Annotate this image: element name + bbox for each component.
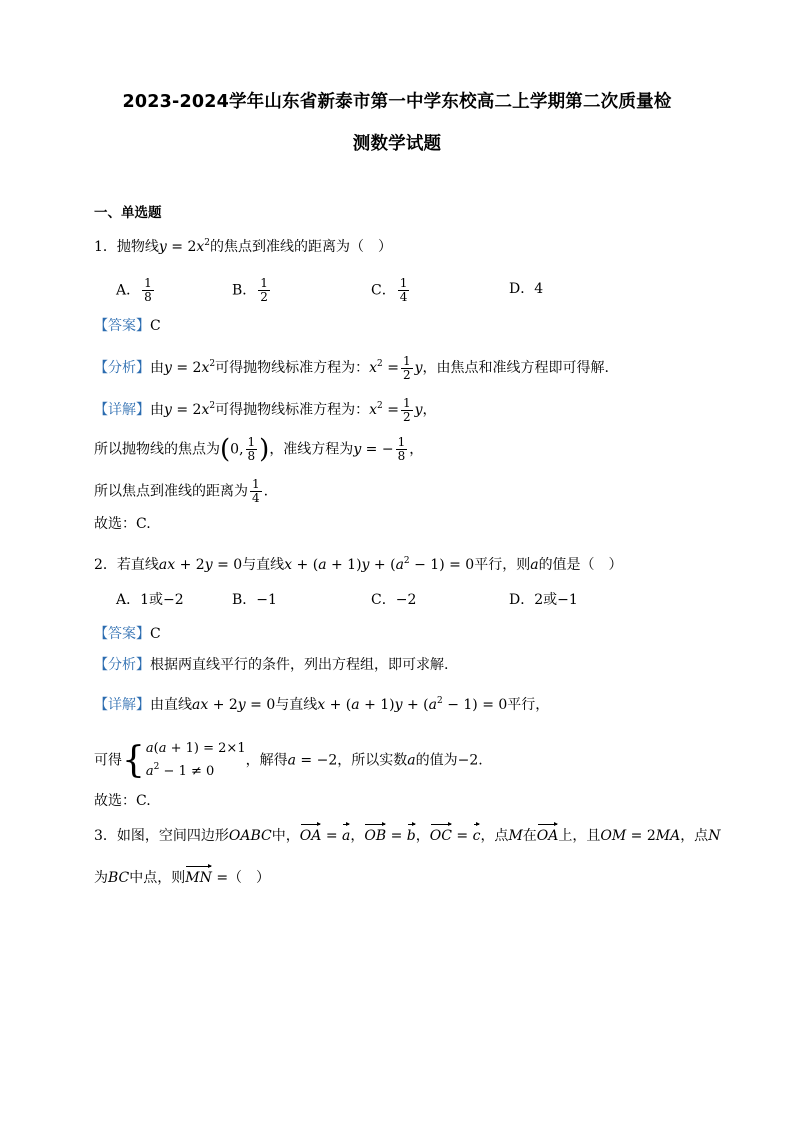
q3-stem-text-d: ，: [415, 828, 430, 844]
q2-stem: 2．若直线ax + 2y = 0与直线$x + (a + 1)y + (a^2 - 1) = 0$平行，则a的值是（ ）: [94, 556, 623, 573]
q1-option-b-num: 1: [260, 276, 268, 290]
q1-option-d-label: D．: [509, 281, 535, 297]
q2-detail2-text-e: .: [478, 752, 483, 769]
q1-option-b-den: 2: [260, 290, 268, 304]
analysis-tag: 【分析】: [94, 360, 150, 376]
q2-option-b-label: B．: [232, 592, 257, 608]
q1-detail-text-a: 由: [150, 402, 164, 418]
q2-option-a: [116, 590, 184, 610]
q3-stem-line-2: 为BC中点，则MN =（ ）: [94, 870, 271, 886]
q2-analysis: [94, 655, 448, 675]
q2-option-c-text: −2: [395, 592, 417, 608]
q1-option-b: [232, 277, 272, 304]
q1-option-c-num: 1: [399, 276, 408, 290]
q3-stem-text-e: ，点: [480, 828, 509, 844]
q1-detail-text-b: 可得抛物线标准方程为：: [215, 402, 370, 418]
q2-answer-value: C: [150, 626, 161, 642]
q1-option-d: [509, 279, 543, 299]
q2-conclusion: 故选：C.: [94, 793, 151, 809]
q1-detail2-text-a: 所以抛物线的焦点为: [94, 441, 220, 458]
q1-analysis-text-b: 可得抛物线标准方程为：: [215, 360, 370, 376]
q2-option-c: [371, 590, 416, 610]
q1-option-a-den: 8: [144, 290, 152, 304]
q2-detail2-text-b: ，解得: [245, 752, 288, 769]
section-heading: 一、单选题: [94, 205, 162, 221]
q1-conclusion: 故选：C.: [94, 516, 151, 532]
q1-equation: $y = 2x^2$: [158, 238, 211, 255]
equation-system: { a(a + 1) = 2×1 $a^2 - 1 \ne 0$: [122, 739, 246, 781]
q3-stem-text-g: 上，且: [558, 828, 601, 844]
q3-stem-text-b: 中，: [271, 828, 300, 844]
q2-detail-text-a: 由直线: [150, 697, 192, 713]
q2-detail2-text-c: ，所以实数: [337, 752, 408, 769]
q1-option-d-text: 4: [534, 281, 544, 297]
q1-option-a-num: 1: [144, 276, 152, 290]
q2-detail-text-c: 平行，: [507, 697, 550, 713]
document-title-line-1: 2023-2024学年山东省新泰市第一中学东校高二上学期第二次质量检: [122, 92, 672, 112]
q3-stem-text-c: ，: [350, 828, 365, 844]
q2-stem-text-b: 与直线: [242, 557, 285, 573]
q1-analysis-text-c: ，由焦点和准线方程即可得解.: [422, 360, 609, 376]
q3-number: 3．: [94, 828, 117, 844]
q1-detail-text-c: ，: [422, 402, 437, 418]
detail-tag: 【详解】: [94, 697, 150, 713]
q2-stem-text-d: 的值是（ ）: [538, 557, 623, 573]
q2-detail-text-b: 与直线: [275, 697, 318, 713]
answer-tag: 【答案】: [94, 626, 150, 642]
detail-tag: 【详解】: [94, 402, 150, 418]
q2-option-d: [509, 590, 578, 610]
q2-detail: 【详解】由直线ax + 2y = 0与直线$x + (a + 1)y + (a^2 - 1) = 0$平行，: [94, 696, 550, 713]
q3-stem2-text-c: （ ）: [228, 870, 271, 886]
q1-detail-line-2: 所以抛物线的焦点为(0, $\frac{1}{8}$ )，准线方程为y = − $\frac{1}{8}$ ，: [94, 434, 424, 465]
q2-option-d-label: D．: [509, 592, 535, 608]
q2-option-a-label: A．: [116, 592, 141, 608]
q1-stem-text-b: 的焦点到准线的距离为（ ）: [210, 239, 393, 255]
q1-number: 1．: [94, 239, 117, 255]
q1-stem: [94, 233, 392, 257]
q2-stem-text-c: 平行，则: [474, 557, 531, 573]
q3-stem-text-f: 在: [522, 828, 537, 844]
q1-option-c: [371, 277, 411, 304]
q1-detail3-text-b: .: [263, 483, 269, 500]
q1-stem-text-a: 抛物线: [116, 239, 159, 255]
q1-option-c-den: 4: [399, 290, 408, 304]
q2-option-d-text: 2或−1: [534, 592, 578, 608]
q1-analysis: 【分析】由$y = 2x^2$可得抛物线标准方程为：$x^2$ = $\frac{1}{2}$ y，由焦点和准线方程即可得解.: [94, 353, 609, 382]
q1-detail: 【详解】由$y = 2x^2$可得抛物线标准方程为：$x^2$ = $\frac{1}{2}$ y，: [94, 395, 437, 424]
q1-detail2-text-c: ，: [409, 441, 424, 458]
q2-option-a-text: 1或−2: [140, 592, 184, 608]
q3-stem: 3．如图，空间四边形OABC中，OA = a，OB = b，OC = c，点M在OA上，且OM = 2MA，点N: [94, 828, 721, 844]
q1-analysis-text-a: 由: [150, 360, 164, 376]
q2-option-b: [232, 590, 277, 610]
q1-detail-line-3: 所以焦点到准线的距离为 $\frac{1}{4}$ .: [94, 477, 269, 505]
q2-option-b-text: −1: [256, 592, 277, 608]
q3-stem-text-h: ，点: [680, 828, 709, 844]
q2-answer: [94, 624, 161, 644]
q2-analysis-text: 根据两直线平行的条件，列出方程组，即可求解.: [150, 657, 449, 673]
q2-detail-line-2: 可得 { a(a + 1) = 2×1 $a^2 - 1 \ne 0$ ，解得a = −2，所以实数a的值为−2.: [94, 739, 483, 781]
q3-stem2-text-b: 中点，则: [129, 870, 186, 886]
q1-option-a: [116, 277, 156, 304]
q3-stem2-text-a: 为: [94, 870, 108, 886]
q1-option-a-label: A．: [116, 282, 141, 299]
q1-answer-value: C: [150, 318, 161, 334]
q1-option-b-label: B．: [232, 282, 257, 299]
analysis-tag: 【分析】: [94, 657, 150, 673]
q1-detail2-text-b: ，准线方程为: [269, 441, 354, 458]
q1-option-c-label: C．: [371, 282, 396, 299]
q1-detail3-text-a: 所以焦点到准线的距离为: [94, 483, 248, 500]
q2-detail2-text-d: 的值为: [415, 752, 458, 769]
q2-detail2-text-a: 可得: [94, 752, 122, 769]
q1-answer: [94, 316, 161, 336]
q2-stem-text-a: 若直线: [116, 557, 159, 573]
document-title-line-2: 测数学试题: [352, 134, 442, 154]
q3-stem-text-a: 如图，空间四边形: [116, 828, 229, 844]
q2-number: 2．: [94, 557, 117, 573]
answer-tag: 【答案】: [94, 318, 150, 334]
q2-option-c-label: C．: [371, 592, 396, 608]
